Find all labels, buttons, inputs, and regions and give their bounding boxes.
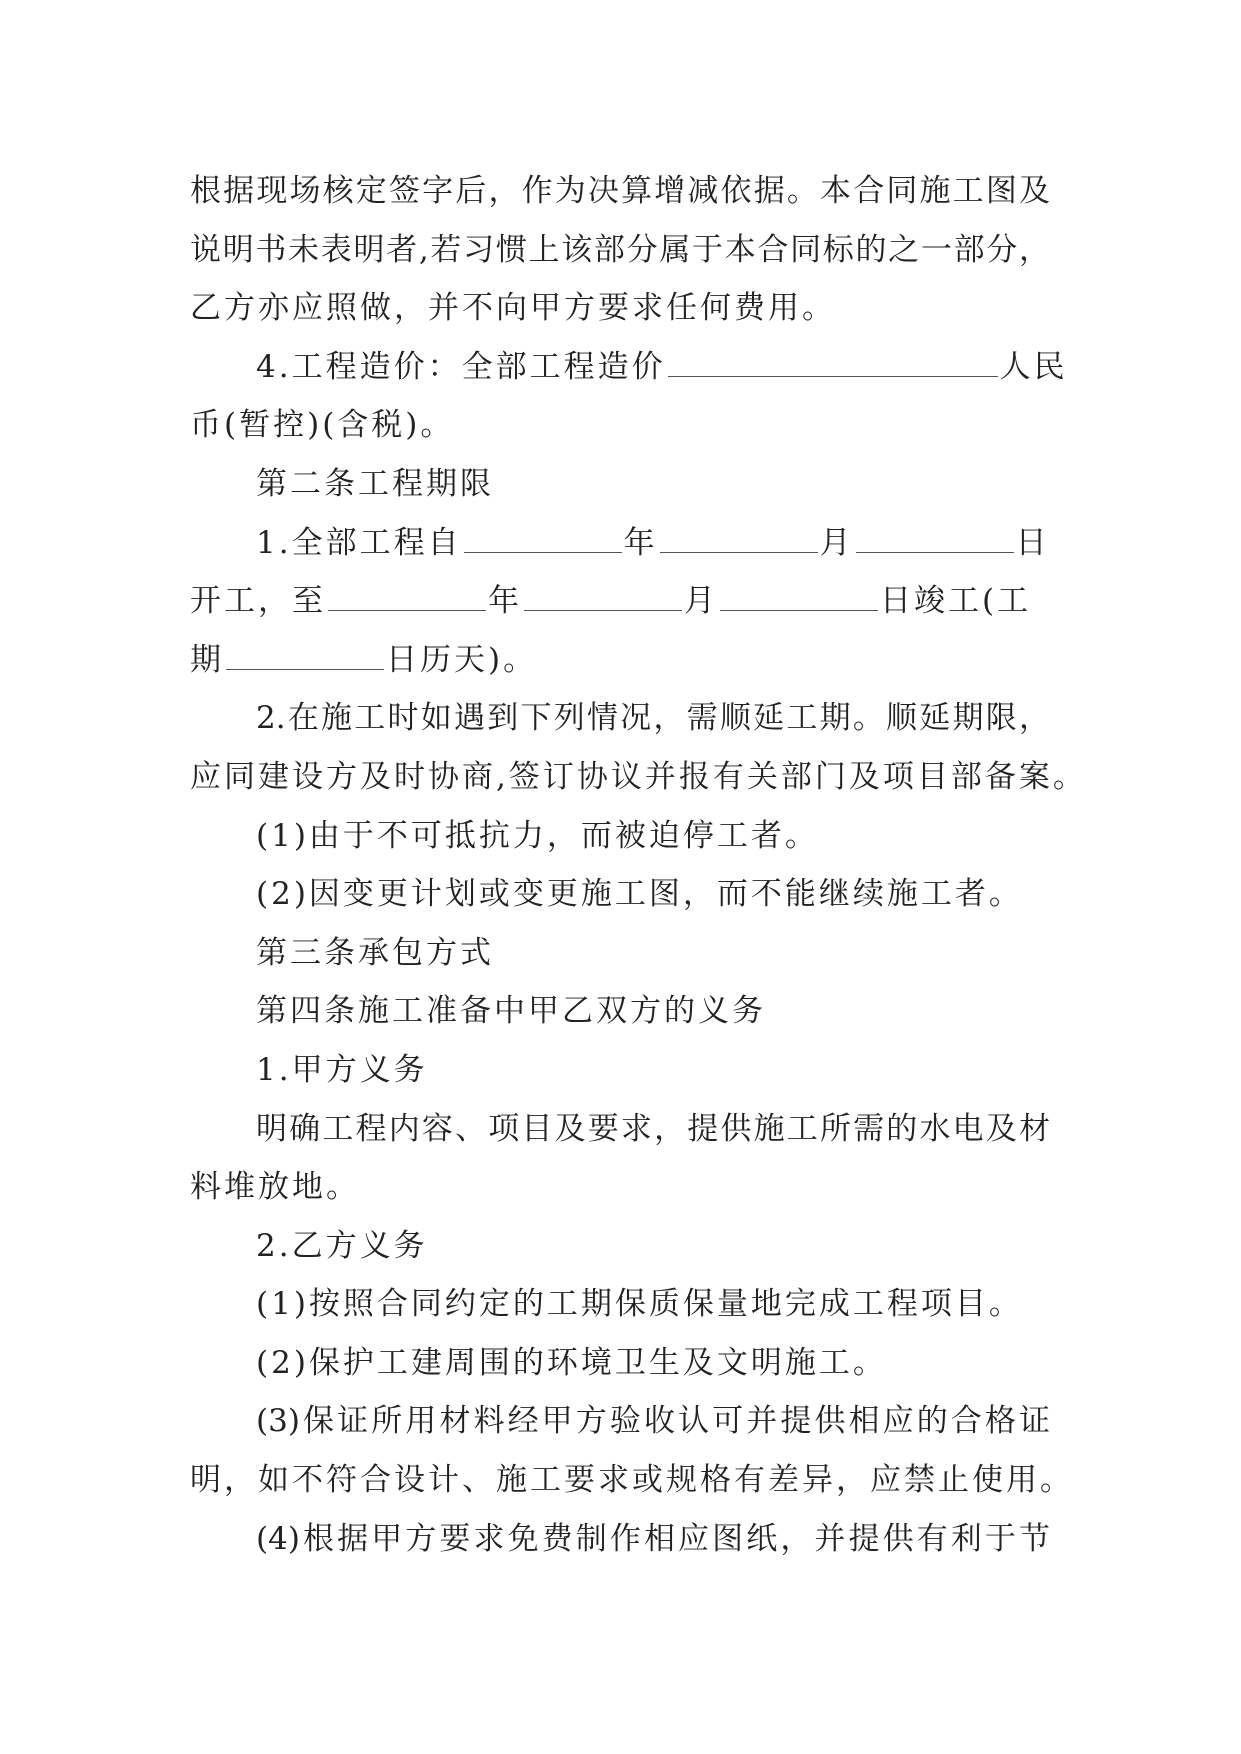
month-label: 月: [684, 583, 718, 620]
subsection-heading: 2.乙方义务: [256, 1227, 428, 1264]
year-label: 年: [488, 583, 522, 620]
duration-label: 期: [190, 641, 224, 678]
start-date-line: [190, 514, 1050, 573]
text-line: 币(暂控)(含税)。: [190, 407, 455, 444]
fill-in-blank-start-month: [660, 518, 818, 553]
year-label: 年: [623, 524, 658, 561]
cost-clause-label: 4.工程造价：全部工程造价: [256, 348, 666, 385]
list-item: (2)保护工建周围的环境卫生及文明施工。: [256, 1344, 887, 1381]
section-heading: 第三条承包方式: [256, 934, 494, 971]
list-item: (1)按照合同约定的工期保质保量地完成工程项目。: [256, 1286, 1023, 1323]
text-line: 根据现场核定签字后，作为决算增减依据。本合同施工图及: [190, 173, 1050, 209]
duration-line: [190, 631, 1050, 690]
section-heading: 第二条工程期限: [256, 465, 494, 502]
end-date-label: 开工，至: [190, 583, 326, 620]
end-date-line: [190, 572, 1050, 631]
list-item: (4)根据甲方要求免费制作相应图纸，并提供有利于节: [256, 1520, 1050, 1557]
document-body: [190, 162, 1087, 1568]
fill-in-blank-duration-days: [226, 635, 384, 670]
list-item: (1)由于不可抵抗力，而被迫停工者。: [256, 817, 819, 854]
cost-clause-line: [190, 338, 1068, 397]
month-label: 月: [819, 524, 854, 561]
fill-in-blank-end-month: [524, 576, 682, 611]
text-line: 料堆放地。: [190, 1169, 360, 1206]
completion-label: 日竣工(工: [880, 583, 1032, 620]
subsection-heading: 1.甲方义务: [256, 1051, 428, 1088]
fill-in-blank-start-day: [856, 518, 1014, 553]
calendar-days-label: 日历天)。: [386, 641, 538, 678]
text-line: 明，如不符合设计、施工要求或规格有差异，应禁止使用。: [190, 1462, 1074, 1499]
currency-label: 人民: [999, 348, 1068, 385]
list-item: (3)保证所用材料经甲方验收认可并提供相应的合格证: [256, 1403, 1050, 1440]
list-item: (2)因变更计划或变更施工图，而不能继续施工者。: [256, 876, 1023, 913]
text-line: 明确工程内容、项目及要求，提供施工所需的水电及材: [256, 1110, 1050, 1147]
fill-in-blank-start-year: [464, 518, 622, 553]
start-date-label: 1.全部工程自: [256, 524, 462, 561]
text-line: 2.在施工时如遇到下列情况，需顺延工期。顺延期限，: [256, 700, 1050, 737]
text-line: 乙方亦应照做，并不向甲方要求任何费用。: [190, 290, 836, 327]
text-line: 应同建设方及时协商,签订协议并报有关部门及项目部备案。: [190, 758, 1087, 795]
day-label: 日: [1015, 524, 1050, 561]
fill-in-blank-end-year: [328, 576, 486, 611]
section-heading: 第四条施工准备中甲乙双方的义务: [256, 993, 766, 1030]
fill-in-blank-end-day: [720, 576, 878, 611]
fill-in-blank-total-cost: [668, 342, 998, 377]
text-line: 说明书未表明者,若习惯上该部分属于本合同标的之一部分，: [190, 231, 1050, 268]
